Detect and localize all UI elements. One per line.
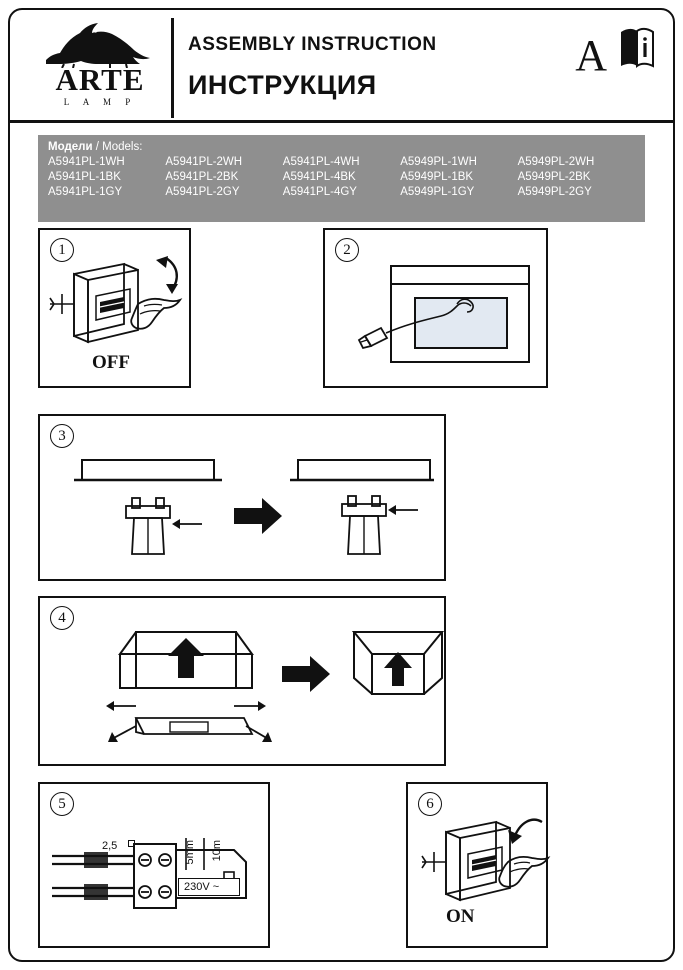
model-code: A5941PL-1BK: [48, 171, 121, 183]
strip-length-label: 5mm: [184, 840, 196, 865]
model-code: A5949PL-1WH: [400, 156, 477, 168]
model-code: A5949PL-1BK: [400, 171, 474, 183]
header: [10, 10, 673, 123]
griffin-logo-icon: [40, 20, 160, 68]
models-title: [48, 141, 635, 153]
brand-subtitle: L A M P: [63, 97, 137, 107]
voltage-label: 230V ~: [184, 881, 220, 893]
model-code: A5941PL-4GY: [282, 186, 357, 198]
step-2-box: [323, 228, 548, 388]
manual-book-icon: [619, 26, 655, 70]
switch-on-hand-icon: [404, 802, 554, 914]
step-6-badge: 6: [418, 792, 442, 816]
wire-length-label: 10m: [211, 840, 223, 862]
step-1-box: [38, 228, 191, 388]
model-code: A5949PL-1GY: [400, 186, 475, 198]
ceiling-plate-marking-icon: [353, 254, 543, 378]
model-code: A5941PL-1GY: [48, 186, 123, 198]
step-1-badge: 1: [50, 238, 74, 262]
brand-name: ARTE: [55, 62, 145, 97]
step-6-caption: ON: [446, 906, 475, 927]
cable-size-label: 2,5: [102, 840, 118, 852]
instruction-sheet: [8, 8, 675, 962]
voltage-box: [178, 878, 240, 896]
model-code: A5941PL-2BK: [165, 171, 239, 183]
model-code: A5941PL-4BK: [282, 171, 356, 183]
step-3-badge: 3: [50, 424, 74, 448]
models-label-ru: Модели: [48, 141, 93, 153]
model-code: A5941PL-2WH: [165, 156, 243, 168]
terminal-wiring-icon: [46, 836, 266, 916]
models-list: [48, 156, 635, 198]
step-3-box: [38, 414, 446, 581]
model-code: A5949PL-2WH: [517, 156, 595, 168]
models-label-sep: /: [92, 141, 103, 153]
models-band: [38, 135, 645, 222]
step-2-badge: 2: [335, 238, 359, 262]
cable-size-square-icon: [128, 840, 135, 847]
sheet-letter: A: [575, 31, 607, 80]
step-5-badge: 5: [50, 792, 74, 816]
fixture-push-up-icon: [74, 620, 444, 760]
step-5-box: [38, 782, 270, 948]
step-4-box: [38, 596, 446, 766]
title-english: ASSEMBLY INSTRUCTION: [188, 34, 437, 55]
model-code: A5941PL-1WH: [48, 156, 125, 168]
model-code: A5941PL-4WH: [282, 156, 360, 168]
bracket-mount-icon: [74, 450, 434, 570]
title-russian: ИНСТРУКЦИЯ: [188, 70, 377, 100]
model-code: A5949PL-2GY: [517, 186, 592, 198]
step-1-caption: OFF: [92, 352, 130, 373]
model-code: A5949PL-2BK: [517, 171, 591, 183]
brand-logo: [26, 18, 174, 118]
models-label-en: Models:: [102, 141, 143, 153]
step-6-box: [406, 782, 548, 948]
step-4-badge: 4: [50, 606, 74, 630]
switch-off-hand-icon: [44, 250, 194, 360]
model-code: A5941PL-2GY: [165, 186, 240, 198]
